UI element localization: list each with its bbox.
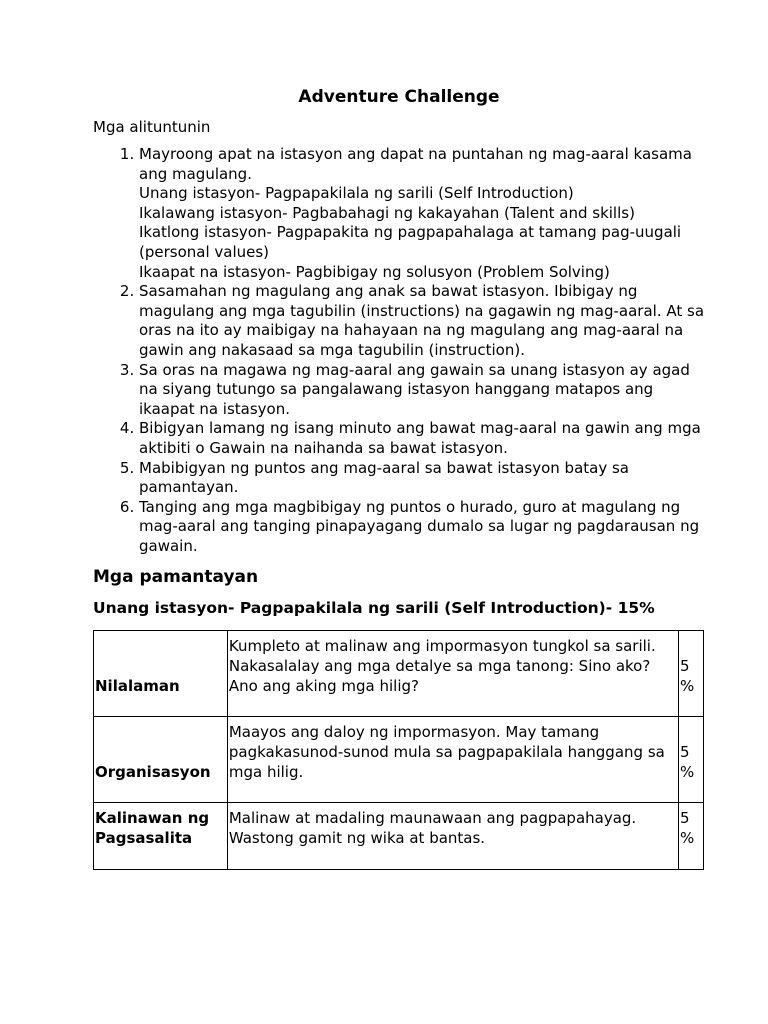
points-cell: 5 % (679, 803, 704, 870)
station-line: Unang istasyon- Pagpapakilala ng sarili (Self Introduction) (139, 184, 574, 203)
list-item (139, 419, 705, 458)
list-item (139, 282, 705, 360)
rule-text: Sa oras na magawa ng mag-aaral ang gawain sa unang istasyon ay agad na siyang tutungo sa pangalawang istasyon hanggang matapos ang ikaapat na istasyon. (139, 360, 690, 418)
points-cell: 5 % (679, 717, 704, 803)
description-cell: Maayos ang daloy ng impormasyon. May tamang pagkakasunod-sunod mula sa pagpapakilala hanggang sa mga hilig. (227, 717, 678, 803)
list-item (139, 498, 705, 557)
rubric-table (93, 630, 704, 870)
station-title: Unang istasyon- Pagpapakilala ng sarili (Self Introduction)- 15% (93, 599, 655, 618)
description-cell: Kumpleto at malinaw ang impormasyon tungkol sa sarili. Nakasalalay ang mga detalye sa mga tanong: Sino ako? Ano ang aking mga hilig? (227, 631, 678, 717)
criterion-cell: Nilalaman (94, 631, 228, 717)
list-item (139, 145, 705, 282)
rule-text: Sasamahan ng magulang ang anak sa bawat istasyon. Ibibigay ng magulang ang mga tagubilin (instructions) na gagawin ng mag-aaral. At sa oras na ito ay maibigay na hahayaan na ng magulang ang mag-aaral na gawin ang nakasaad sa mga tagubilin (instruction). (139, 282, 705, 359)
rules-list (93, 145, 705, 556)
criterion-cell: Organisasyon (94, 717, 228, 803)
table-row (94, 803, 704, 870)
rule-text: Mayroong apat na istasyon ang dapat na puntahan ng mag-aaral kasama ang magulang. (139, 145, 692, 183)
rule-text: Tanging ang mga magbibigay ng puntos o hurado, guro at magulang ng mag-aaral ang tanging pinapayagang dumalo sa lugar ng pagdarausan ng gawain. (139, 497, 700, 555)
rule-text: Mabibigyan ng puntos ang mag-aaral sa bawat istasyon batay sa pamantayan. (139, 458, 629, 497)
document-page (93, 86, 705, 870)
station-line: Ikaapat na istasyon- Pagbibigay ng solusyon (Problem Solving) (139, 262, 610, 281)
list-item (139, 459, 705, 498)
table-row (94, 717, 704, 803)
list-item (139, 361, 705, 420)
document-title: Adventure Challenge (298, 87, 500, 107)
description-cell: Malinaw at madaling maunawaan ang pagpapahayag. Wastong gamit ng wika at bantas. (227, 803, 678, 870)
station-line: Ikatlong istasyon- Pagpapakita ng pagpapahalaga at tamang pag-uugali (personal values) (139, 223, 682, 261)
station-line: Ikalawang istasyon- Pagbabahagi ng kakayahan (Talent and skills) (139, 203, 635, 222)
points-cell: 5 % (679, 631, 704, 717)
criterion-cell: Kalinawan ng Pagsasalita (94, 803, 228, 870)
rule-text: Bibigyan lamang ng isang minuto ang bawat mag-aaral na gawin ang mga aktibiti o Gawain na naihanda sa bawat istasyon. (139, 419, 701, 457)
rules-heading: Mga alituntunin (93, 118, 211, 136)
table-row (94, 631, 704, 717)
section-title: Mga pamantayan (93, 567, 259, 588)
